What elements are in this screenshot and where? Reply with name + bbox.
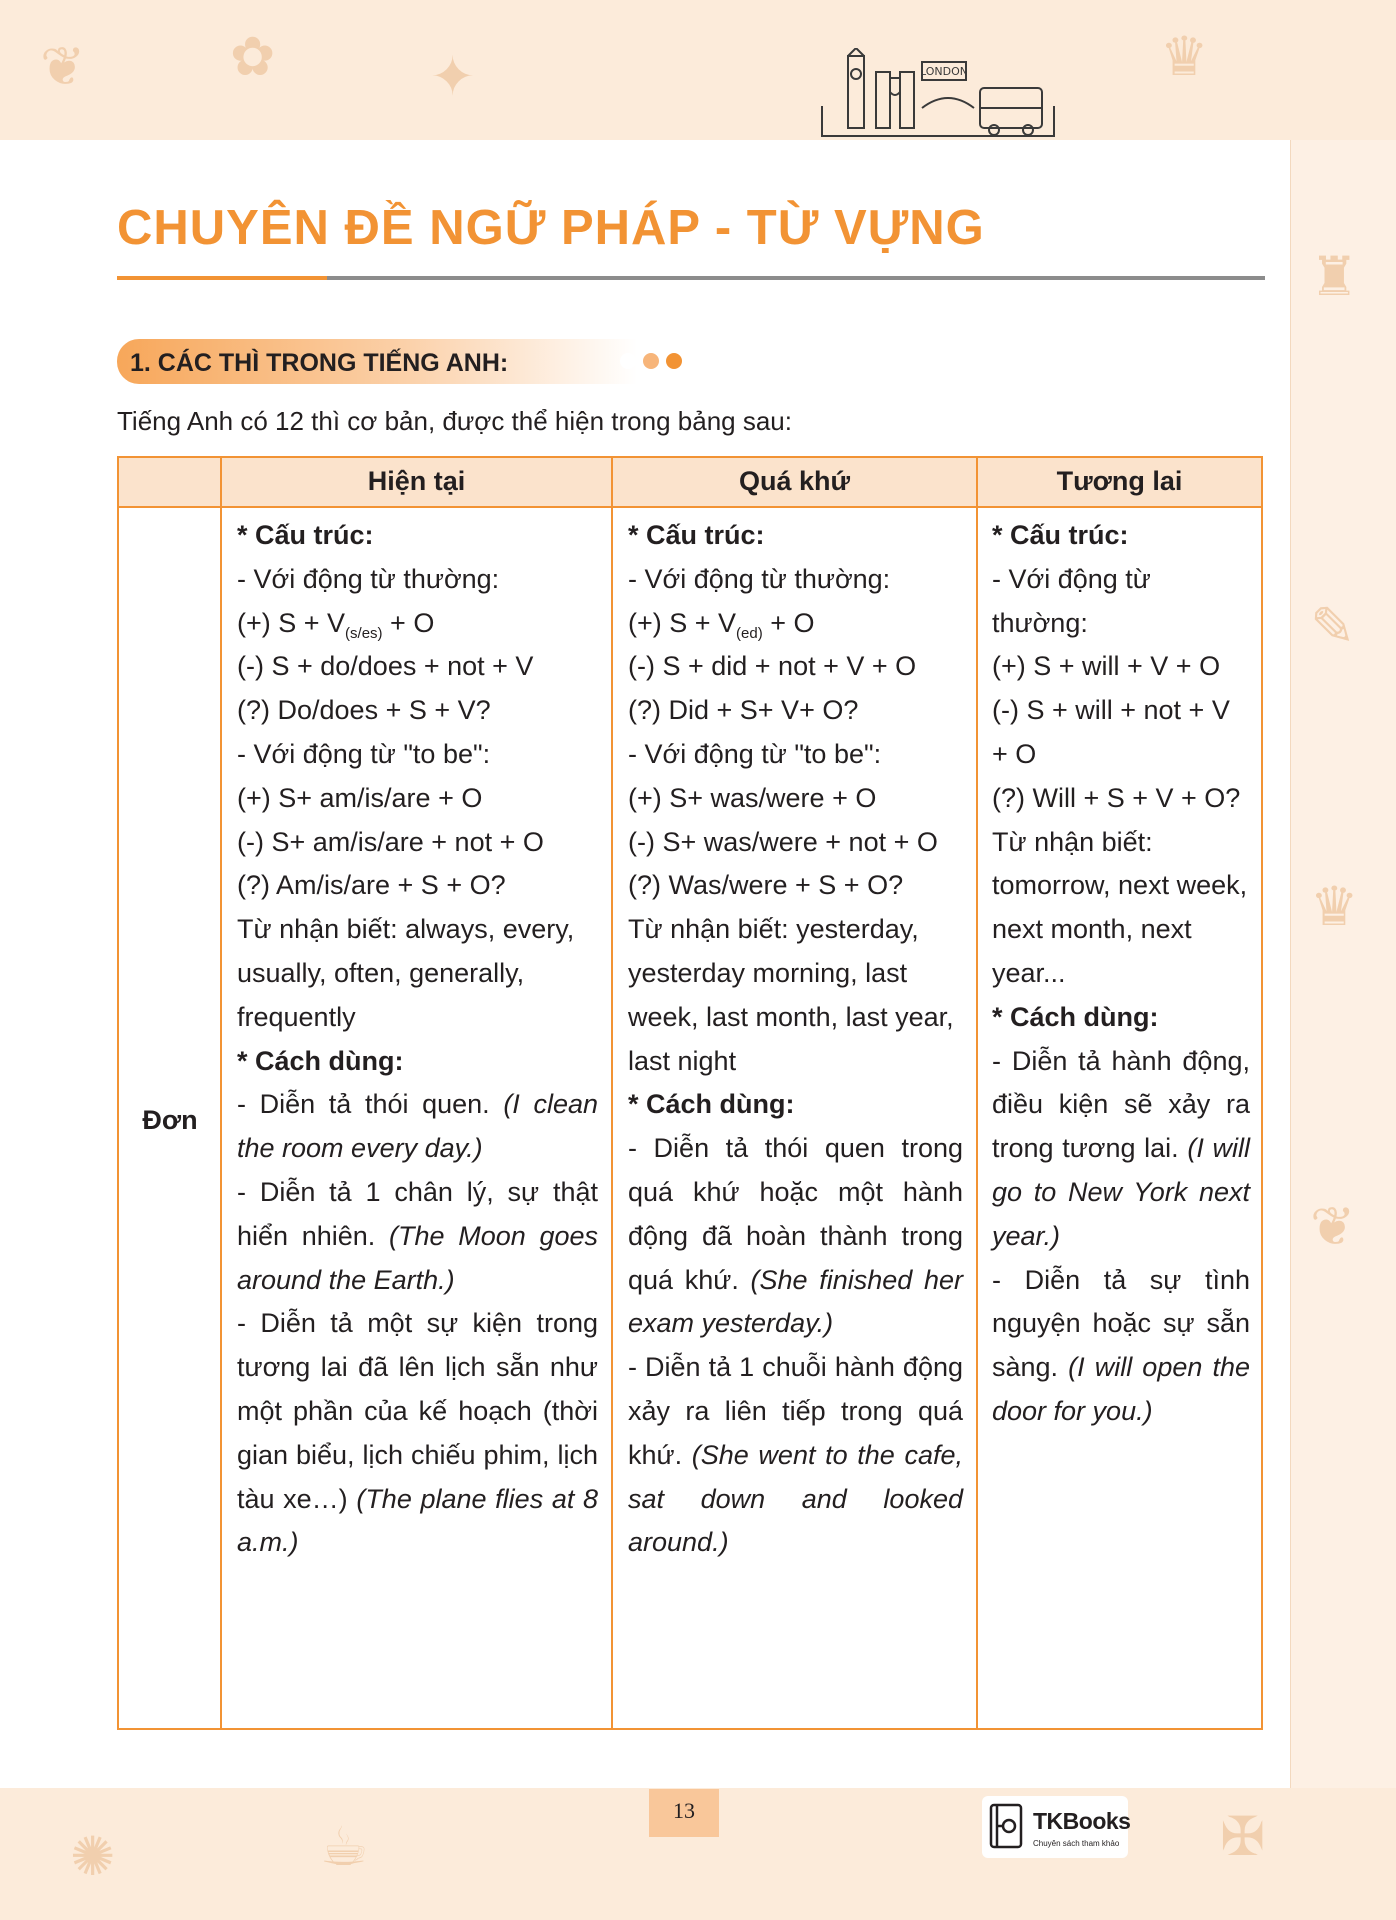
structure-heading: * Cấu trúc: xyxy=(237,520,374,550)
negative-form: (-) S + will + not + V + O xyxy=(992,695,1230,769)
table-divider xyxy=(976,456,978,1730)
book-doodle-icon: ✎ xyxy=(1310,595,1356,658)
brand-tagline: Chuyên sách tham khảo xyxy=(1033,1839,1120,1848)
to-be-negative: (-) S+ was/were + not + O xyxy=(628,826,938,857)
book-icon xyxy=(988,1802,1028,1852)
to-be-positive: (+) S+ am/is/are + O xyxy=(237,782,483,813)
dot-icon xyxy=(643,353,659,369)
column-header-present: Hiện tại xyxy=(367,466,466,496)
leaf-doodle-icon: ❦ xyxy=(1310,1195,1356,1258)
table-divider xyxy=(611,456,613,1730)
signal-words: Từ nhận biết: always, every, usually, often, generally, frequently xyxy=(237,914,575,1032)
usage-item: - Diễn tả thói quen. (I clean the room every day.) xyxy=(237,1089,598,1164)
column-header-past: Quá khứ xyxy=(738,466,851,496)
section-title: 1. CÁC THÌ TRONG TIẾNG ANH: xyxy=(130,349,509,377)
table-divider xyxy=(220,456,222,1730)
to-be-label: - Với động từ "to be": xyxy=(628,738,882,769)
question-form: (?) Do/does + S + V? xyxy=(237,695,491,726)
to-be-negative: (-) S+ am/is/are + not + O xyxy=(237,826,544,857)
dot-icon xyxy=(666,353,682,369)
usage-item: - Diễn tả 1 chân lý, sự thật hiển nhiên. (The Moon goes around the Earth.) xyxy=(237,1176,598,1295)
signal-words: Từ nhận biết: yesterday, yesterday morning, last week, last month, last year, last night xyxy=(628,914,954,1076)
present-simple-cell xyxy=(237,514,598,1565)
to-be-label: - Với động từ "to be": xyxy=(237,738,491,769)
intro-text: Tiếng Anh có 12 thì cơ bản, được thể hiện trong bảng sau: xyxy=(117,406,792,436)
regular-verb-label: - Với động từ thường: xyxy=(628,563,891,594)
positive-form: (+) $S + V_{(ed)} + O$ xyxy=(628,607,815,642)
question-form: (?) Will + S + V + O? xyxy=(992,782,1241,813)
negative-form: (-) S + did + not + V + O xyxy=(628,651,917,682)
brand-name: TKBooks xyxy=(1033,1808,1131,1834)
column-header-future: Tương lai xyxy=(1056,466,1183,496)
page-title: CHUYÊN ĐỀ NGỮ PHÁP - TỪ VỰNG xyxy=(117,201,985,255)
structure-heading: * Cấu trúc: xyxy=(992,520,1129,550)
positive-form: (+) S + will + V + O xyxy=(992,651,1221,682)
usage-heading: * Cách dùng: xyxy=(628,1089,795,1120)
usage-heading: * Cách dùng: xyxy=(992,1001,1159,1032)
london-logo xyxy=(818,48,1058,140)
usage-heading: * Cách dùng: xyxy=(237,1045,404,1076)
crown-doodle-icon: ♛ xyxy=(1160,25,1209,88)
question-form: (?) Did + S+ V+ O? xyxy=(628,695,859,726)
page-number: 13 xyxy=(673,1798,695,1823)
past-simple-cell xyxy=(628,514,963,1565)
negative-form: (-) S + do/does + not + V xyxy=(237,651,534,682)
structure-heading: * Cấu trúc: xyxy=(628,520,765,550)
star-doodle-icon: ✦ xyxy=(430,45,476,108)
usage-item: - Diễn tả hành động, điều kiện sẽ xảy ra trong tương lai. (I will go to New York next year.) xyxy=(992,1045,1250,1251)
regular-verb-label: - Với động từ thường: xyxy=(237,563,500,594)
row-label-simple: Đơn xyxy=(142,1105,198,1135)
usage-item: - Diễn tả sự tình nguyện hoặc sự sẵn sàng. (I will open the door for you.) xyxy=(992,1264,1250,1426)
dot-icon xyxy=(620,353,636,369)
usage-item: - Diễn tả một sự kiện trong tương lai đã lên lịch sẵn như một phần của kế hoạch (thời gian biểu, lịch chiếu phim, lịch tàu xe…) (The plane flies at 8 a.m.) xyxy=(237,1308,599,1558)
tower-doodle-icon: ♜ xyxy=(1310,245,1359,308)
to-be-positive: (+) S+ was/were + O xyxy=(628,782,877,813)
cookie-doodle-icon: ✺ xyxy=(70,1825,116,1888)
title-rule-accent xyxy=(117,276,327,280)
flower-doodle-icon: ✿ xyxy=(230,25,276,88)
usage-item: - Diễn tả 1 chuỗi hành động xảy ra liên tiếp trong quá khứ. (She went to the cafe, sat down and looked around.) xyxy=(628,1352,963,1558)
signal-words: Từ nhận biết: tomorrow, next week, next month, next year... xyxy=(992,826,1248,988)
cup-doodle-icon: ☕ xyxy=(320,1815,369,1878)
flag-doodle-icon: ✠ xyxy=(1220,1805,1266,1868)
london-logo-text: LONDON xyxy=(920,65,968,78)
positive-form: (+) $S + V_{(s/es)} + O$ xyxy=(237,607,435,642)
crown-doodle-icon: ♛ xyxy=(1310,875,1359,938)
leaf-doodle-icon: ❦ xyxy=(40,35,86,98)
regular-verb-label: - Với động từ thường: xyxy=(992,563,1151,638)
to-be-question: (?) Was/were + S + O? xyxy=(628,870,904,901)
usage-item: - Diễn tả thói quen trong quá khứ hoặc một hành động đã hoàn thành trong quá khứ. (She finished her exam yesterday.) xyxy=(628,1133,963,1339)
to-be-question: (?) Am/is/are + S + O? xyxy=(237,870,506,901)
table-divider xyxy=(117,506,1263,508)
future-simple-cell xyxy=(992,514,1250,1434)
